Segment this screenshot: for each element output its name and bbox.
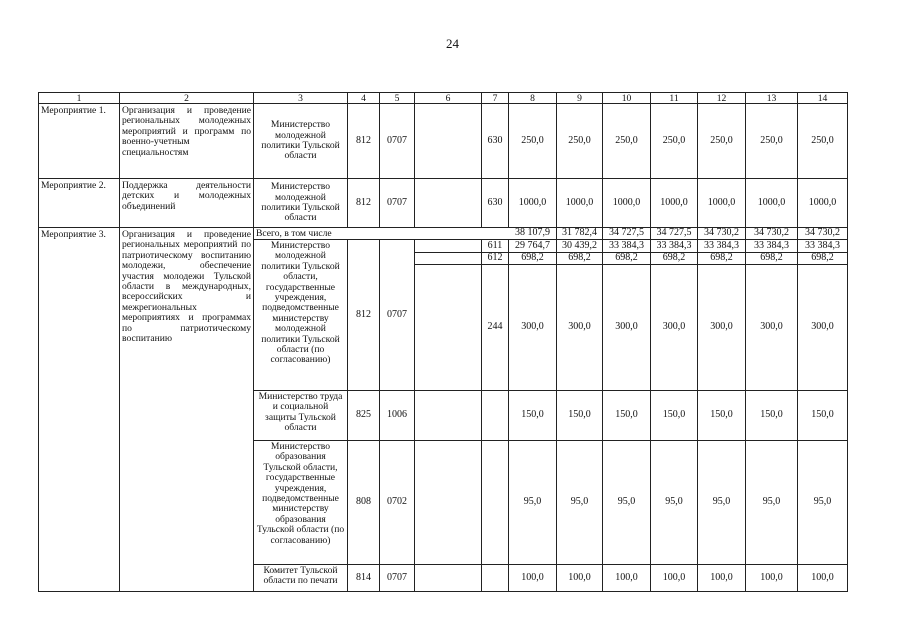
measure-3-executor-3-col4: 808	[356, 496, 371, 508]
measure-3-line-value: 29 764,7	[515, 240, 550, 251]
measure-1-value: 250,0	[760, 134, 783, 146]
table-rule	[414, 92, 415, 228]
measure-3-line-value: 33 384,3	[754, 240, 789, 251]
measure-3-line-value: 300,0	[760, 321, 783, 333]
measure-3-executor-3-value: 95,0	[712, 496, 731, 508]
measure-1-label: Мероприятие 1.	[41, 105, 106, 116]
measure-3-executor-3-value: 95,0	[617, 496, 636, 508]
measure-3-total-value: 34 730,2	[754, 228, 789, 239]
measure-3-line-value: 698,2	[615, 253, 638, 264]
measure-1-col7: 630	[487, 134, 503, 146]
measure-2-name: Поддержка деятельности детских и молодежных объединений	[122, 180, 251, 212]
measure-2-executor: Министерство молодежной политики Тульской области	[261, 181, 340, 224]
column-header-4: 4	[361, 93, 366, 103]
column-header-7: 7	[492, 93, 498, 103]
measure-1-value: 250,0	[710, 134, 733, 146]
measure-3-line-value: 698,2	[760, 253, 783, 264]
measure-3-executor-4-value: 100,0	[568, 571, 591, 583]
column-header-9: 9	[577, 93, 582, 103]
measure-3-line-value: 30 439,2	[562, 240, 597, 251]
column-header-3: 3	[298, 93, 303, 103]
measure-3-executor-2-value: 150,0	[662, 409, 686, 421]
page-number: 24	[446, 36, 459, 51]
measure-1-name: Организация и проведение региональных молодежных мероприятий и программ по военно-учетным специальностям	[122, 105, 251, 158]
column-header-1: 1	[76, 93, 82, 103]
measure-1-value: 250,0	[568, 134, 591, 146]
measure-3-executor-2-col4: 825	[356, 409, 371, 421]
measure-3-executor-2-value: 150,0	[521, 409, 544, 421]
measure-3-name: Организация и проведение региональных мероприятий по патриотическому воспитанию молодежи, обеспечение участия молодежи Тульской области в международных, всероссийских и межрегиональных мероприятиях и программах по патриотическому воспитанию	[122, 229, 251, 345]
measure-3-executor-1-col5: 0707	[387, 308, 407, 320]
measure-3-line-value: 698,2	[710, 253, 733, 264]
measure-3-executor-4-col5: 0707	[387, 571, 407, 583]
measure-2-col5: 0707	[387, 196, 407, 208]
table-rule	[38, 591, 848, 592]
measure-3-executor-4-value: 100,0	[521, 571, 544, 583]
measure-3-total-value: 34 730,2	[805, 228, 840, 239]
measure-3-executor-2-value: 150,0	[615, 409, 638, 421]
measure-1-value: 250,0	[615, 134, 638, 146]
measure-3-line-value: 300,0	[521, 321, 544, 333]
measure-3-total-value: 31 782,4	[562, 228, 597, 239]
measure-3-executor-3: Министерство образования Тульской области, государственные учреждения, подведомственные министерству образования Тульской области (по согласованию)	[256, 441, 345, 546]
measure-3-total-value: 38 107,9	[515, 228, 550, 239]
measure-1-value: 250,0	[811, 134, 834, 146]
column-header-12: 12	[716, 93, 727, 103]
measure-3-executor-4-value: 100,0	[710, 571, 733, 583]
measure-2-col7: 630	[487, 196, 503, 208]
measure-3-line-col7: 611	[487, 240, 503, 251]
column-header-10: 10	[621, 93, 632, 103]
measure-3-total-value: 34 730,2	[704, 228, 739, 239]
measure-3-line-value: 300,0	[710, 321, 733, 333]
measure-3-line-value: 698,2	[521, 253, 544, 264]
measure-3-line-value: 698,2	[662, 253, 686, 264]
measure-3-line-col7: 244	[487, 321, 503, 333]
measure-2-value: 1000,0	[518, 196, 547, 208]
measure-3-line-value: 33 384,3	[704, 240, 739, 251]
measure-3-label: Мероприятие 3.	[41, 229, 106, 240]
measure-3-executor-3-col5: 0702	[387, 496, 407, 508]
measure-3-line-value: 33 384,3	[656, 240, 692, 251]
measure-3-executor-2-value: 150,0	[760, 409, 783, 421]
measure-3-line-value: 300,0	[662, 321, 686, 333]
measure-2-value: 1000,0	[757, 196, 786, 208]
measure-3-line-col7: 612	[487, 253, 503, 264]
measure-3-line-value: 698,2	[568, 253, 591, 264]
measure-1-value: 250,0	[662, 134, 686, 146]
measure-3-line-value: 698,2	[811, 253, 834, 264]
column-header-2: 2	[184, 93, 189, 103]
measure-1-col5: 0707	[387, 134, 407, 146]
measure-3-executor-1: Министерство молодежной политики Тульской области, государственные учреждения, подведомственные министерству молодежной политики Тульской области (по согласованию)	[261, 240, 340, 366]
measure-3-total-value: 34 727,5	[656, 228, 692, 239]
column-header-5: 5	[394, 93, 400, 103]
measure-3-line-value: 300,0	[811, 321, 834, 333]
column-header-13: 13	[766, 93, 777, 103]
column-header-11: 11	[669, 93, 679, 103]
table-rule	[414, 239, 415, 592]
measure-1-value: 250,0	[521, 134, 544, 146]
measure-3-line-value: 300,0	[568, 321, 591, 333]
measure-3-executor-4-value: 100,0	[811, 571, 834, 583]
measure-3-executor-1-col4: 812	[356, 308, 371, 320]
measure-2-col4: 812	[356, 196, 371, 208]
measure-3-executor-3-value: 95,0	[665, 496, 683, 508]
measure-3-executor-3-value: 95,0	[570, 496, 589, 508]
measure-3-total-label: Всего, в том числе	[256, 228, 332, 239]
measure-3-executor-4-value: 100,0	[615, 571, 638, 583]
measure-3-executor-4-value: 100,0	[662, 571, 686, 583]
measure-2-value: 1000,0	[612, 196, 641, 208]
measure-3-executor-3-value: 95,0	[762, 496, 781, 508]
measure-3-executor-2-col5: 1006	[387, 409, 407, 421]
measure-3-executor-2-value: 150,0	[710, 409, 733, 421]
measure-1-executor: Министерство молодежной политики Тульской области	[261, 119, 340, 162]
measure-3-executor-4: Комитет Тульской области по печати	[263, 565, 338, 587]
measure-3-executor-2-value: 150,0	[568, 409, 591, 421]
table-rule	[847, 92, 848, 592]
measure-3-executor-3-value: 95,0	[523, 496, 542, 508]
column-header-8: 8	[530, 93, 535, 103]
measure-1-col4: 812	[356, 134, 371, 146]
measure-2-label: Мероприятие 2.	[41, 180, 106, 191]
measure-2-value: 1000,0	[660, 196, 688, 208]
measure-3-executor-2-value: 150,0	[811, 409, 834, 421]
measure-3-line-value: 33 384,3	[609, 240, 644, 251]
measure-3-executor-3-value: 95,0	[813, 496, 832, 508]
measure-3-executor-4-col4: 814	[356, 571, 371, 583]
column-header-14: 14	[817, 93, 828, 103]
column-header-6: 6	[445, 93, 451, 103]
measure-2-value: 1000,0	[808, 196, 837, 208]
measure-3-line-value: 33 384,3	[805, 240, 840, 251]
measure-3-executor-2: Министерство труда и социальной защиты Тульской области	[258, 391, 343, 434]
measure-2-value: 1000,0	[565, 196, 594, 208]
measure-3-line-value: 300,0	[615, 321, 638, 333]
measure-3-executor-4-value: 100,0	[760, 571, 783, 583]
measure-2-value: 1000,0	[707, 196, 736, 208]
measure-3-total-value: 34 727,5	[609, 228, 644, 239]
